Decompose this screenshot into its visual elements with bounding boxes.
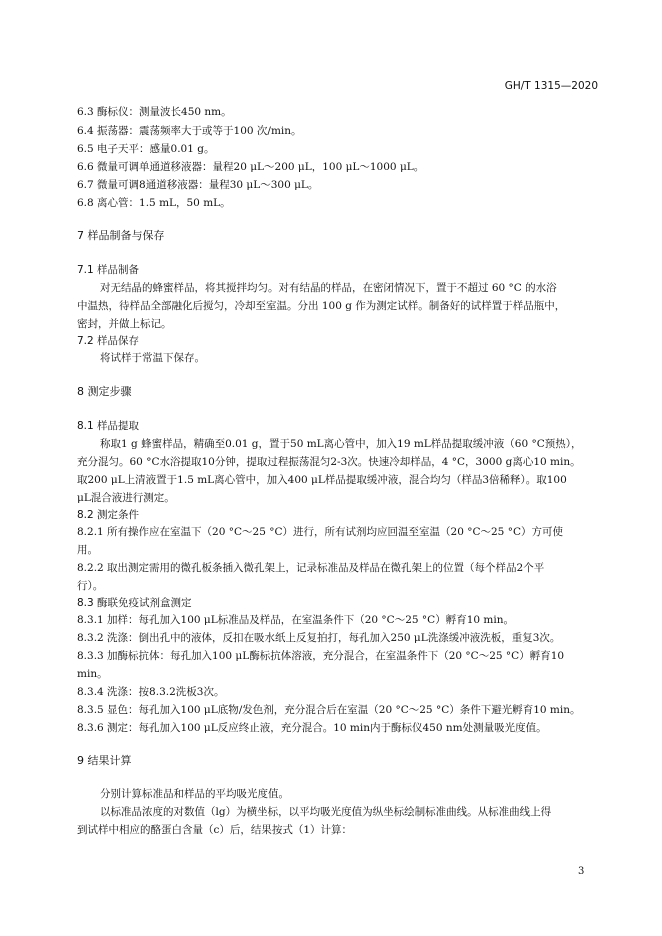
clause-8-2-1-cont: 用。 bbox=[77, 544, 98, 556]
standard-number-header: GH/T 1315—2020 bbox=[504, 80, 598, 92]
clause-7-2-heading: 7.2 样品保存 bbox=[77, 335, 140, 347]
section-9-heading: 9 结果计算 bbox=[77, 754, 132, 767]
clause-8-2-2: 8.2.2 取出测定需用的微孔板条插入微孔架上，记录标准品及样品在微孔架上的位置（每个样品2个平 bbox=[77, 562, 545, 574]
paragraph-line: 充分混匀。60 °C水浴提取10分钟，提取过程振荡混匀2-3次。快速冷却样品，4 °C，3000 g离心10 min。 bbox=[77, 456, 581, 468]
paragraph-line: 对无结晶的蜂蜜样品，将其搅拌均匀。对有结晶的样品，在密闭情况下，置于不超过 60 °C 的水浴 bbox=[100, 282, 557, 294]
clause-6-3: 6.3 酶标仪：测量波长450 nm。 bbox=[77, 106, 232, 118]
clause-8-3-3: 8.3.3 加酶标抗体：每孔加入100 μL酶标抗体溶液，充分混合，在室温条件下（20 °C～25 °C）孵育10 bbox=[77, 650, 565, 662]
clause-6-6: 6.6 微量可调单通道移液器：量程20 μL～200 μL，100 μL～1000 μL。 bbox=[77, 161, 425, 173]
paragraph-line: 取200 μL上清液置于1.5 mL离心管中，加入400 μL样品提取缓冲液，混合均匀（样品3倍稀释）。取100 bbox=[77, 474, 567, 486]
paragraph-line: μL混合液进行测定。 bbox=[77, 492, 175, 504]
paragraph-line: 到试样中相应的酪蛋白含量（c）后，结果按式（1）计算： bbox=[77, 824, 353, 836]
clause-6-8: 6.8 离心管：1.5 mL，50 mL。 bbox=[77, 197, 231, 209]
clause-8-3-6: 8.3.6 测定：每孔加入100 μL反应终止液，充分混合。10 min内于酶标仪450 nm处测量吸光度值。 bbox=[77, 722, 547, 734]
section-8-heading: 8 测定步骤 bbox=[77, 385, 132, 398]
clause-8-3-5: 8.3.5 显色：每孔加入100 μL底物/发色剂，充分混合后在室温（20 °C～25 °C）条件下避光孵育10 min。 bbox=[77, 704, 581, 716]
clause-8-3-heading: 8.3 酶联免疫试剂盒测定 bbox=[77, 597, 192, 609]
clause-8-2-1: 8.2.1 所有操作应在室温下（20 °C～25 °C）进行，所有试剂均应回温至室温（20 °C～25 °C）方可使 bbox=[77, 526, 563, 538]
clause-8-3-1: 8.3.1 加样：每孔加入100 μL标准品及样品，在室温条件下（20 °C～25 °C）孵育10 min。 bbox=[77, 614, 514, 626]
paragraph-line: 以标准品浓度的对数值（lg）为横坐标，以平均吸光度值为纵坐标绘制标准曲线。从标准曲线上得 bbox=[100, 806, 552, 818]
clause-8-1-heading: 8.1 样品提取 bbox=[77, 420, 140, 432]
clause-8-3-4: 8.3.4 洗涤：按8.3.2洗板3次。 bbox=[77, 686, 225, 698]
clause-7-1-heading: 7.1 样品制备 bbox=[77, 264, 140, 276]
clause-8-2-2-cont: 行）。 bbox=[77, 580, 104, 592]
clause-8-3-2: 8.3.2 洗涤：倒出孔中的液体，反扣在吸水纸上反复拍打，每孔加入250 μL洗涤缓冲液洗板，重复3次。 bbox=[77, 632, 561, 644]
clause-8-3-3-cont: min。 bbox=[77, 668, 108, 680]
section-7-heading: 7 样品制备与保存 bbox=[77, 229, 165, 242]
paragraph-line: 分别计算标准品和样品的平均吸光度值。 bbox=[100, 788, 289, 800]
paragraph-line: 将试样于常温下保存。 bbox=[100, 352, 205, 364]
paragraph-line: 中温热，待样品全部融化后搅匀，冷却至室温。分出 100 g 作为测定试样。制备好的试样置于样品瓶中， bbox=[77, 300, 566, 312]
clause-6-4: 6.4 振荡器：震荡频率大于或等于100 次/min。 bbox=[77, 125, 302, 137]
paragraph-line: 密封，并做上标记。 bbox=[77, 318, 172, 330]
page-number: 3 bbox=[578, 866, 585, 877]
clause-8-2-heading: 8.2 测定条件 bbox=[77, 509, 140, 521]
clause-6-7: 6.7 微量可调8通道移液器：量程30 μL～300 μL。 bbox=[77, 179, 319, 191]
clause-6-5: 6.5 电子天平：感量0.01 g。 bbox=[77, 143, 215, 155]
paragraph-line: 称取1 g 蜂蜜样品，精确至0.01 g，置于50 mL离心管中，加入19 mL样品提取缓冲液（60 °C预热）， bbox=[100, 438, 582, 450]
